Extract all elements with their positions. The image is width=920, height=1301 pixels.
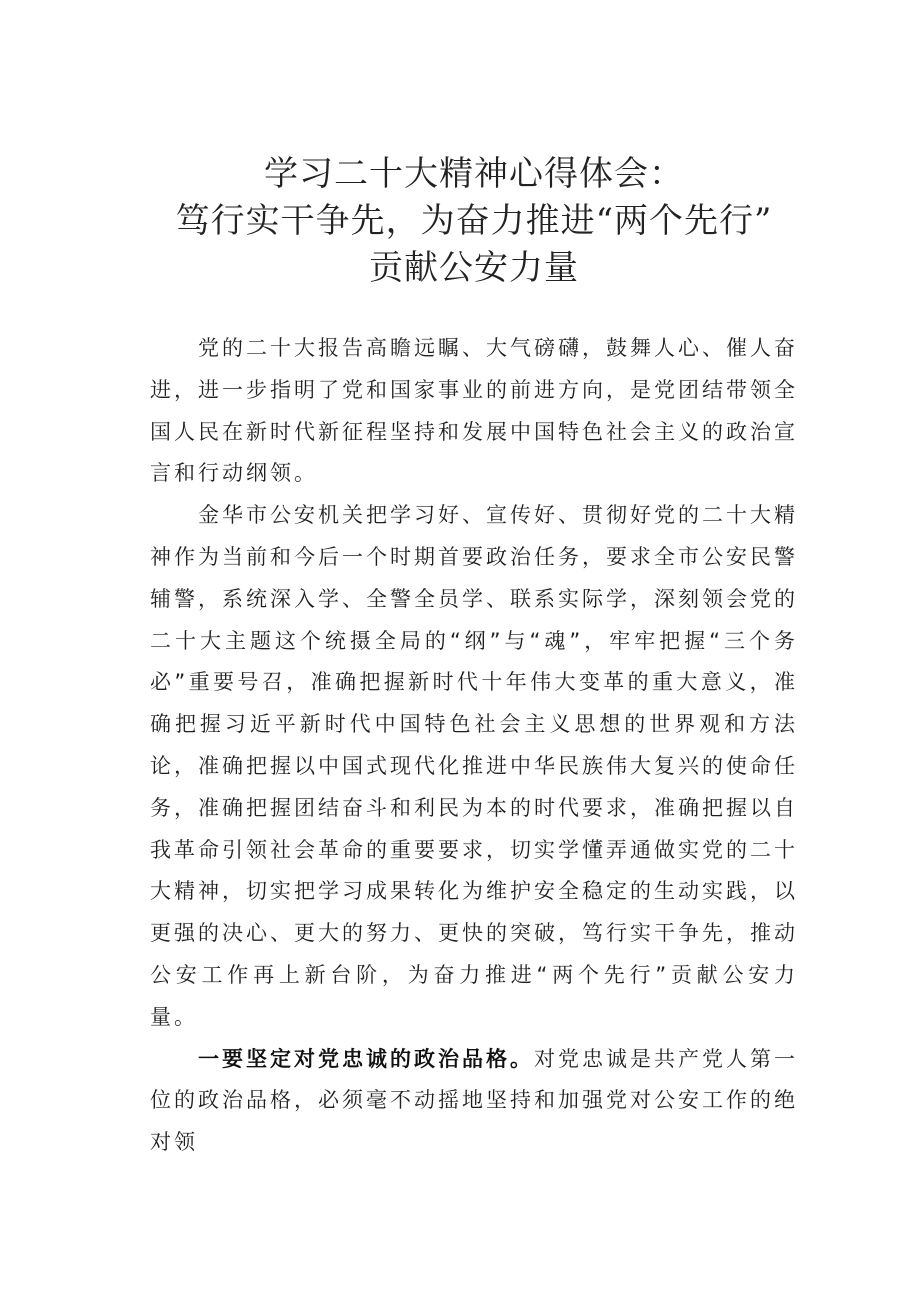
paragraph-intro-text: 党的二十大报告高瞻远瞩、大气磅礴，鼓舞人心、催人奋进，进一步指明了党和国家事业的前进方向，是党团结带领全国人民在新时代新征程坚持和发展中国特色社会主义的政治宣言和行动纲领。 <box>150 336 798 486</box>
paragraph-jinhua-police-text: 金华市公安机关把学习好、宣传好、贯彻好党的二十大精神作为当前和今后一个时期首要政治任务，要求全市公安民警辅警，系统深入学、全警全员学、联系实际学，深刻领会党的二十大主题这个统摄全局的“纲”与“魂”，牢牢把握“三个务必”重要号召，准确把握新时代十年伟大变革的重大意义，准确把握习近平新时代中国特色社会主义思想的世界观和方法论，准确把握以中国式现代化推进中华民族伟大复兴的使命任务，准确把握团结奋斗和利民为本的时代要求，准确把握以自我革命引领社会革命的重要要求，切实学懂弄通做实党的二十大精神，切实把学习成果转化为维护安全稳定的生动实践，以更强的决心、更大的努力、更快的突破，笃行实干争先，推动公安工作再上新台阶，为奋力推进“两个先行”贡献公安力量。 <box>150 503 798 1029</box>
paragraph-jinhua-police <box>150 495 798 1038</box>
paragraph-loyalty-heading: 一要坚定对党忠诚的政治品格。 <box>198 1046 534 1071</box>
paragraph-loyalty-text: 对党忠诚是共产党人第一位的政治品格，必须毫不动摇地坚持和加强党对公安工作的绝对领 <box>150 1046 798 1155</box>
document-body <box>150 328 798 1164</box>
paragraph-intro <box>150 328 798 495</box>
paragraph-loyalty <box>150 1039 798 1164</box>
title-line-3: 贡献公安力量 <box>369 248 579 288</box>
title-line-2: 笃行实干争先，为奋力推进“两个先行” <box>175 201 773 241</box>
title-line-1: 学习二十大精神心得体会： <box>264 154 684 194</box>
document-title <box>150 151 798 292</box>
